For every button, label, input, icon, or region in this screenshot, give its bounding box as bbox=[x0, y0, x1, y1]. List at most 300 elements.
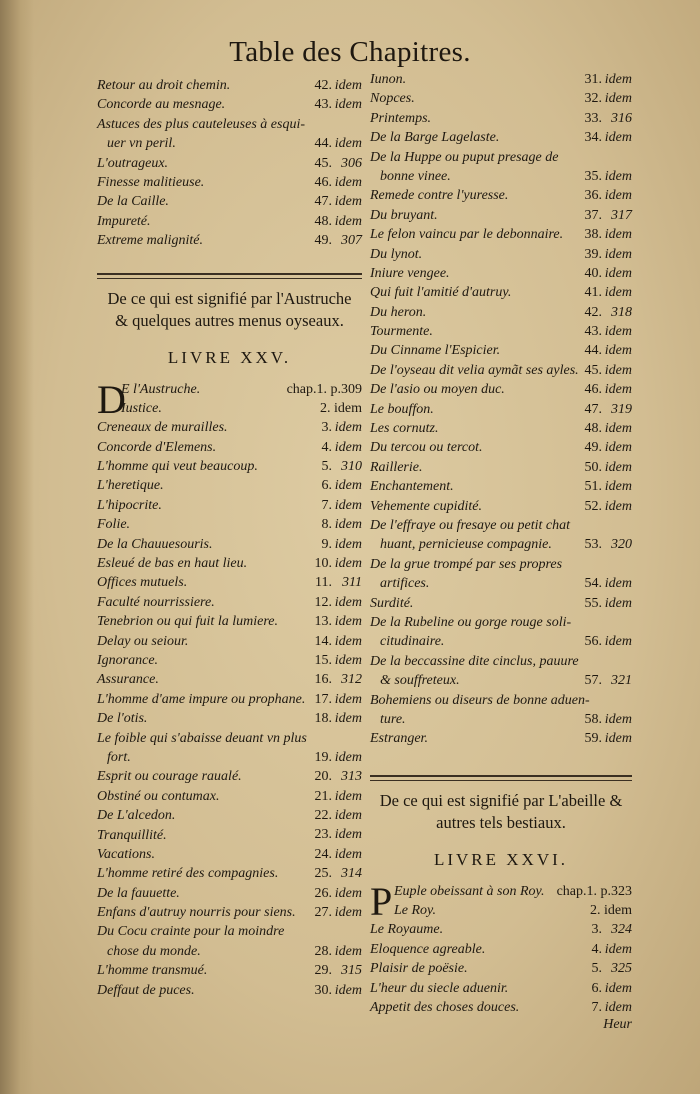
toc-entry bbox=[370, 245, 632, 264]
toc-entry bbox=[97, 806, 362, 825]
entry-title: Le Roy. bbox=[394, 903, 436, 919]
page-number: 311 bbox=[342, 575, 362, 591]
drop-cap: P bbox=[370, 881, 393, 921]
toc-entry bbox=[370, 283, 632, 302]
toc-entry bbox=[370, 400, 632, 419]
chapter-number: 9. bbox=[321, 536, 332, 552]
entry-title: Le bouffon. bbox=[370, 401, 434, 417]
entry-title: Ignorance. bbox=[97, 652, 159, 668]
page-number: 321 bbox=[611, 673, 632, 689]
chapter-number: 38. bbox=[584, 227, 602, 243]
chapter-number: 7. bbox=[321, 497, 332, 513]
toc-entry bbox=[370, 206, 632, 225]
chapter-number: chap.1. p.323 bbox=[556, 883, 632, 899]
toc-entry bbox=[370, 458, 632, 477]
chapter-number: 14. bbox=[314, 633, 332, 649]
page-number: idem bbox=[334, 788, 362, 804]
chapter-number: 34. bbox=[584, 130, 602, 146]
toc-entry bbox=[370, 959, 632, 978]
page-number: idem bbox=[604, 980, 632, 996]
entry-title: Enfans d'autruy nourris pour siens. bbox=[97, 905, 296, 921]
section-rule bbox=[97, 278, 362, 279]
toc-entry bbox=[394, 901, 632, 920]
page-number: idem bbox=[334, 174, 362, 190]
toc-entry bbox=[370, 89, 632, 108]
right-entries bbox=[370, 70, 632, 749]
chapter-number: 39. bbox=[584, 246, 602, 262]
chapter-number: 49. bbox=[584, 440, 602, 456]
entry-title: Les cornutz. bbox=[370, 421, 439, 437]
toc-entry bbox=[97, 231, 362, 250]
entry-title: Assurance. bbox=[97, 672, 159, 688]
page-number: idem bbox=[334, 497, 362, 513]
entry-title: Tourmente. bbox=[370, 324, 433, 340]
toc-entry bbox=[97, 961, 362, 980]
page-number: idem bbox=[604, 343, 632, 359]
toc-entry bbox=[121, 380, 362, 399]
entry-title: Printemps. bbox=[370, 110, 432, 126]
chapter-number: 19. bbox=[314, 749, 332, 765]
chapter-number: 32. bbox=[584, 91, 602, 107]
entry-title: Plaisir de poësie. bbox=[370, 961, 468, 977]
toc-entry bbox=[97, 496, 362, 515]
entry-title: Creneaux de murailles. bbox=[97, 420, 228, 436]
page-number: idem bbox=[334, 594, 362, 610]
toc-entry bbox=[370, 516, 632, 555]
entry-title-line: ture. bbox=[380, 711, 406, 727]
section-title-xxv: De ce qui est signifié par l'Austruche & quelques autres menus oyseaux. bbox=[107, 288, 352, 330]
entry-title: Du tercou ou tercot. bbox=[370, 440, 483, 456]
page-number: idem bbox=[604, 382, 632, 398]
page-number: 324 bbox=[611, 922, 632, 938]
entry-title-line: uer vn peril. bbox=[107, 136, 176, 152]
entry-title: Du lynot. bbox=[370, 246, 423, 262]
page-number: idem bbox=[334, 439, 362, 455]
page-number: 319 bbox=[611, 401, 632, 417]
entry-title-line: Astuces des plus cauteleuses à esqui- bbox=[97, 116, 306, 132]
page-number: idem bbox=[334, 194, 362, 210]
chapter-number: 26. bbox=[314, 885, 332, 901]
toc-entry bbox=[97, 981, 362, 1000]
entry-title: Vehemente cupidité. bbox=[370, 498, 482, 514]
chapter-number: 16. bbox=[314, 672, 332, 688]
page-number: idem bbox=[604, 576, 632, 592]
entry-title: Folie. bbox=[97, 517, 131, 533]
left-column bbox=[97, 76, 362, 1000]
toc-entry bbox=[97, 729, 362, 768]
entry-title: Estranger. bbox=[370, 731, 428, 747]
page-number: idem bbox=[334, 614, 362, 630]
chapter-number: 24. bbox=[314, 846, 332, 862]
chapter-number: 37. bbox=[584, 207, 602, 223]
chapter-number: 35. bbox=[584, 168, 602, 184]
chapter-number: 27. bbox=[314, 905, 332, 921]
chapter-number: 47. bbox=[314, 194, 332, 210]
entry-title: Finesse malitieuse. bbox=[97, 174, 205, 190]
toc-entry bbox=[370, 128, 632, 147]
entry-title-line: bonne vinee. bbox=[380, 168, 451, 184]
entry-title-line: citudinaire. bbox=[380, 634, 445, 650]
page-number: idem bbox=[334, 905, 362, 921]
entry-title: Extreme malignité. bbox=[97, 233, 204, 249]
entry-title: Concorde d'Elemens. bbox=[97, 439, 217, 455]
chapter-number: 4. bbox=[591, 941, 602, 957]
entry-title: L'homme qui veut beaucoup. bbox=[97, 459, 258, 475]
entry-title-line: De la Huppe ou puput presage de bbox=[370, 149, 559, 165]
first-entry-lines bbox=[121, 380, 362, 419]
entry-title: Qui fuit l'amitié d'autruy. bbox=[370, 285, 512, 301]
page-number: 320 bbox=[611, 537, 632, 553]
toc-entry bbox=[97, 115, 362, 154]
first-entry-xxvi bbox=[370, 882, 632, 921]
page-number: idem bbox=[334, 556, 362, 572]
toc-entry bbox=[370, 497, 632, 516]
toc-entry bbox=[370, 70, 632, 89]
page-number: idem bbox=[604, 440, 632, 456]
entry-title: L'homme d'ame impure ou prophane. bbox=[97, 691, 306, 707]
page-number: 318 bbox=[611, 304, 632, 320]
chapter-number: 50. bbox=[584, 459, 602, 475]
entry-title: Tenebrion ou qui fuit la lumiere. bbox=[97, 614, 278, 630]
section-rule bbox=[97, 273, 362, 275]
entry-title: Eloquence agreable. bbox=[370, 941, 486, 957]
page-number: idem bbox=[604, 421, 632, 437]
entry-title: Vacations. bbox=[97, 846, 155, 862]
toc-entry bbox=[370, 361, 632, 380]
section-title-xxvi: De ce qui est signifié par L'abeille & autres tels bestiaux. bbox=[379, 790, 623, 832]
page-number: idem bbox=[334, 97, 362, 113]
page-number: idem bbox=[334, 827, 362, 843]
entry-title-line: artifices. bbox=[380, 576, 430, 592]
chapter-number: 36. bbox=[584, 188, 602, 204]
chapter-number: 2. idem bbox=[590, 903, 632, 919]
chapter-number: 48. bbox=[314, 213, 332, 229]
entry-title: Enchantement. bbox=[370, 479, 454, 495]
chapter-number: 58. bbox=[584, 711, 602, 727]
chapter-number: 33. bbox=[584, 110, 602, 126]
page-number: 313 bbox=[341, 769, 362, 785]
page-number: idem bbox=[604, 634, 632, 650]
toc-entry bbox=[370, 303, 632, 322]
toc-entry bbox=[97, 922, 362, 961]
toc-entry bbox=[370, 594, 632, 613]
chapter-number: 8. bbox=[321, 517, 332, 533]
right-column bbox=[370, 70, 632, 1037]
toc-entry bbox=[97, 95, 362, 114]
toc-entry bbox=[97, 903, 362, 922]
chapter-number: 40. bbox=[584, 265, 602, 281]
entry-title: Raillerie. bbox=[370, 459, 423, 475]
chapter-number: chap.1. p.309 bbox=[286, 381, 362, 397]
entry-title: De l'otis. bbox=[97, 711, 148, 727]
entry-title-line: De la beccassine dite cinclus, pauure bbox=[370, 653, 579, 669]
chapter-number: 4. bbox=[321, 439, 332, 455]
page-number: idem bbox=[334, 213, 362, 229]
entry-title-line: chose du monde. bbox=[107, 943, 201, 959]
entry-title: Delay ou seiour. bbox=[97, 633, 189, 649]
toc-entry bbox=[370, 264, 632, 283]
page-number: idem bbox=[334, 711, 362, 727]
chapter-number: 10. bbox=[314, 556, 332, 572]
toc-entry bbox=[370, 998, 632, 1017]
page-number: idem bbox=[334, 136, 362, 152]
first-entry-block bbox=[97, 380, 362, 419]
page-number: idem bbox=[334, 808, 362, 824]
entry-title: Le felon vaincu par le debonnaire. bbox=[370, 227, 564, 243]
toc-entry bbox=[97, 457, 362, 476]
chapter-number: 18. bbox=[314, 711, 332, 727]
entry-title: Esleué de bas en haut lieu. bbox=[97, 556, 248, 572]
toc-entry bbox=[97, 418, 362, 437]
entry-title: Le Royaume. bbox=[370, 922, 444, 938]
chapter-number: 43. bbox=[314, 97, 332, 113]
entry-title: Concorde au mesnage. bbox=[97, 97, 226, 113]
chapter-number: 42. bbox=[314, 77, 332, 93]
chapter-number: 53. bbox=[584, 537, 602, 553]
toc-entry bbox=[97, 787, 362, 806]
page-number: idem bbox=[604, 324, 632, 340]
entry-title: De la Caille. bbox=[97, 194, 169, 210]
toc-entry bbox=[97, 76, 362, 95]
toc-entry bbox=[97, 884, 362, 903]
chapter-number: 45. bbox=[314, 155, 332, 171]
book-label-xxv: LIVRE XXV. bbox=[167, 347, 292, 367]
entry-title: Offices mutuels. bbox=[97, 575, 188, 591]
chapter-number: 30. bbox=[314, 982, 332, 998]
toc-entry bbox=[97, 438, 362, 457]
page-number: idem bbox=[334, 691, 362, 707]
toc-entry bbox=[370, 225, 632, 244]
chapter-number: 51. bbox=[584, 479, 602, 495]
toc-entry bbox=[97, 651, 362, 670]
page-number: idem bbox=[604, 941, 632, 957]
chapter-number: 6. bbox=[321, 478, 332, 494]
chapter-number: 29. bbox=[314, 963, 332, 979]
page-number: 307 bbox=[341, 233, 362, 249]
toc-entry bbox=[97, 826, 362, 845]
chapter-number: 49. bbox=[314, 233, 332, 249]
entry-title: L'outrageux. bbox=[97, 155, 169, 171]
page-number: idem bbox=[334, 982, 362, 998]
page-number: idem bbox=[604, 595, 632, 611]
first-entry-xxv bbox=[97, 380, 362, 419]
page-number: idem bbox=[604, 188, 632, 204]
chapter-number: 28. bbox=[314, 943, 332, 959]
page-number: idem bbox=[334, 652, 362, 668]
entry-title: De L'alcedon. bbox=[97, 808, 176, 824]
entry-title: Surdité. bbox=[370, 595, 414, 611]
left-entries bbox=[97, 418, 362, 1000]
first-entry-block bbox=[370, 882, 632, 921]
entry-title-line: De l'effraye ou fresaye ou petit chat bbox=[370, 517, 570, 533]
entry-title: De la Chauuesouris. bbox=[97, 536, 213, 552]
toc-entry bbox=[97, 632, 362, 651]
chapter-number: 23. bbox=[314, 827, 332, 843]
toc-entry bbox=[370, 438, 632, 457]
toc-entry bbox=[370, 322, 632, 341]
page-number: idem bbox=[334, 536, 362, 552]
toc-entry bbox=[97, 690, 362, 709]
chapter-number: 48. bbox=[584, 421, 602, 437]
toc-entry bbox=[370, 691, 632, 730]
toc-entry bbox=[97, 709, 362, 728]
toc-entry bbox=[370, 380, 632, 399]
entry-title: L'heur du siecle aduenir. bbox=[370, 980, 509, 996]
toc-entry bbox=[97, 173, 362, 192]
page-number: idem bbox=[604, 498, 632, 514]
entry-title-line: & souffreteux. bbox=[380, 673, 460, 689]
chapter-number: 3. bbox=[591, 922, 602, 938]
page-number: idem bbox=[604, 479, 632, 495]
page-number: idem bbox=[604, 265, 632, 281]
toc-entry bbox=[97, 670, 362, 689]
entry-title: Remede contre l'yuresse. bbox=[370, 188, 509, 204]
entry-title: Iniure vengee. bbox=[370, 265, 450, 281]
chapter-number: 45. bbox=[584, 362, 602, 378]
page-number: idem bbox=[604, 731, 632, 747]
entry-title-line: fort. bbox=[107, 749, 131, 765]
chapter-number: 56. bbox=[584, 634, 602, 650]
entry-title: De la fauuette. bbox=[97, 885, 180, 901]
page-number: idem bbox=[334, 846, 362, 862]
page-number: idem bbox=[604, 227, 632, 243]
toc-entry bbox=[97, 554, 362, 573]
toc-entry bbox=[97, 612, 362, 631]
chapter-number: 44. bbox=[584, 343, 602, 359]
chapter-number: 5. bbox=[321, 459, 332, 475]
page-number: idem bbox=[604, 130, 632, 146]
chapter-number: 20. bbox=[314, 769, 332, 785]
page-number: idem bbox=[604, 711, 632, 727]
chapter-number: 46. bbox=[314, 174, 332, 190]
page-number: idem bbox=[334, 633, 362, 649]
page-number: idem bbox=[334, 749, 362, 765]
chapter-number: 43. bbox=[584, 324, 602, 340]
entry-title: L'homme transmué. bbox=[97, 963, 208, 979]
toc-entry bbox=[97, 154, 362, 173]
entry-title: Du bruyant. bbox=[370, 207, 438, 223]
chapter-number: 31. bbox=[584, 71, 602, 87]
entry-title: De l'asio ou moyen duc. bbox=[370, 382, 505, 398]
page-number: idem bbox=[604, 246, 632, 262]
page-number: idem bbox=[334, 77, 362, 93]
toc-entry bbox=[97, 573, 362, 592]
entry-title-line: Bohemiens ou diseurs de bonne aduen- bbox=[370, 692, 590, 708]
chapter-number: 59. bbox=[584, 731, 602, 747]
page-title: Table des Chapitres. bbox=[229, 36, 471, 68]
toc-entry bbox=[370, 652, 632, 691]
entry-title: E l'Austruche. bbox=[121, 381, 201, 397]
chapter-number: 5. bbox=[591, 961, 602, 977]
page-number: idem bbox=[604, 168, 632, 184]
entry-title: Obstiné ou contumax. bbox=[97, 788, 220, 804]
entry-title: L'heretique. bbox=[97, 478, 164, 494]
page-number: idem bbox=[604, 71, 632, 87]
entry-title-line: De la Rubeline ou gorge rouge soli- bbox=[370, 614, 572, 630]
entry-title: L'hipocrite. bbox=[97, 497, 162, 513]
chapter-number: 46. bbox=[584, 382, 602, 398]
toc-entry bbox=[97, 476, 362, 495]
page-number: idem bbox=[604, 285, 632, 301]
entry-title: Impureté. bbox=[97, 213, 151, 229]
entry-title-line: De la grue trompé par ses propres bbox=[370, 556, 563, 572]
section-rule bbox=[370, 780, 632, 781]
page-number: 315 bbox=[341, 963, 362, 979]
chapter-number: 52. bbox=[584, 498, 602, 514]
catchword: Heur bbox=[603, 1017, 632, 1033]
page-number: 316 bbox=[611, 110, 632, 126]
chapter-number: 13. bbox=[314, 614, 332, 630]
chapter-number: 12. bbox=[314, 594, 332, 610]
toc-entry bbox=[97, 192, 362, 211]
toc-entry bbox=[370, 729, 632, 748]
book-label-xxvi: LIVRE XXVI. bbox=[433, 849, 569, 869]
chapter-number: 41. bbox=[584, 285, 602, 301]
chapter-number: 17. bbox=[314, 691, 332, 707]
right-entries-xxvi bbox=[370, 920, 632, 1017]
toc-entry bbox=[97, 212, 362, 231]
toc-entry bbox=[370, 477, 632, 496]
entry-title: Iunon. bbox=[370, 72, 407, 87]
toc-entry bbox=[370, 555, 632, 594]
toc-entry bbox=[97, 593, 362, 612]
page-number: idem bbox=[334, 420, 362, 436]
entry-title: Retour au droit chemin. bbox=[97, 78, 231, 93]
chapter-number: 47. bbox=[584, 401, 602, 417]
page-number: idem bbox=[334, 885, 362, 901]
page-number: idem bbox=[334, 517, 362, 533]
chapter-number: 2. idem bbox=[320, 400, 362, 416]
page-number: idem bbox=[604, 459, 632, 475]
chapter-number: 15. bbox=[314, 652, 332, 668]
toc-entry bbox=[97, 767, 362, 786]
toc-entry bbox=[121, 399, 362, 418]
entry-title: Nopces. bbox=[370, 91, 415, 107]
toc-entry bbox=[370, 419, 632, 438]
chapter-number: 25. bbox=[314, 866, 332, 882]
page-number: idem bbox=[604, 362, 632, 378]
toc-entry bbox=[97, 845, 362, 864]
left-top-entries bbox=[97, 76, 362, 251]
toc-entry bbox=[97, 535, 362, 554]
chapter-number: 44. bbox=[314, 136, 332, 152]
toc-entry bbox=[394, 882, 632, 901]
chapter-number: 21. bbox=[314, 788, 332, 804]
chapter-number: 22. bbox=[314, 808, 332, 824]
entry-title: Du Cinname l'Espicier. bbox=[370, 343, 501, 359]
entry-title: Esprit ou courage raualé. bbox=[97, 769, 242, 785]
chapter-number: 11. bbox=[315, 575, 332, 591]
section-rule bbox=[370, 775, 632, 777]
chapter-number: 7. bbox=[591, 1000, 602, 1015]
toc-entry bbox=[370, 979, 632, 998]
page-number: 314 bbox=[341, 866, 362, 882]
chapter-number: 42. bbox=[584, 304, 602, 320]
entry-title: L'homme retiré des compagnies. bbox=[97, 866, 279, 882]
entry-title-line: Le foible qui s'abaisse deuant vn plus bbox=[97, 730, 307, 746]
page-number: 312 bbox=[341, 672, 362, 688]
entry-title: Faculté nourrissiere. bbox=[97, 594, 215, 610]
first-entry-lines bbox=[394, 882, 632, 921]
entry-title-line: huant, pernicieuse compagnie. bbox=[380, 537, 552, 553]
entry-title: Deffaut de puces. bbox=[97, 982, 195, 998]
entry-title: Appetit des choses douces. bbox=[370, 1000, 520, 1016]
entry-title-line: Du Cocu crainte pour la moindre bbox=[97, 924, 285, 940]
page-number: 310 bbox=[341, 459, 362, 475]
page-number: idem bbox=[604, 91, 632, 107]
entry-title: Euple obeissant à son Roy. bbox=[394, 883, 545, 899]
drop-cap: D bbox=[97, 379, 126, 419]
